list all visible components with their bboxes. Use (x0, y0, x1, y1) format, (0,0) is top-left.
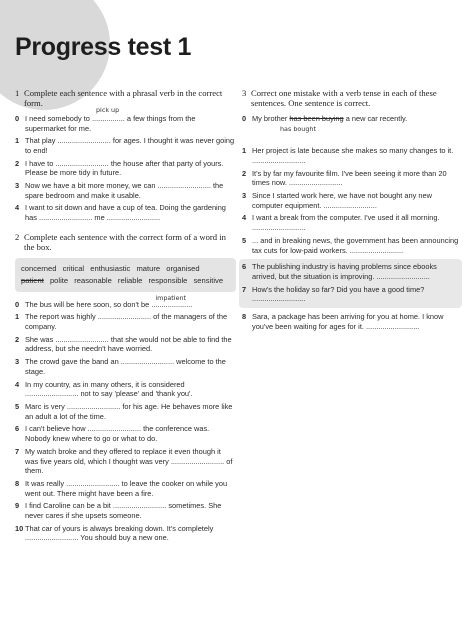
section2-item (15, 501, 236, 520)
item-number: 5 (15, 401, 20, 411)
item-text: The report was highly .......................... of the managers of the company. (25, 312, 228, 332)
example-text-before: The bus will be here soon, so don't be (25, 299, 152, 309)
section3-item (242, 312, 459, 331)
section2-heading (15, 232, 236, 253)
example-blank: ........ pick up (91, 105, 120, 123)
section3-number: 3 (242, 88, 247, 98)
box-word: organised (166, 263, 200, 273)
section1-example-item (15, 105, 236, 133)
box-word: responsible (148, 275, 188, 285)
item-number: 4 (15, 379, 20, 389)
section2-item (15, 312, 236, 331)
example-text-after: a new car recently. (343, 113, 408, 123)
box-word-struck: patient (21, 275, 44, 285)
section3-item (242, 236, 459, 255)
item-text: ... and in breaking news, the government has been announcing tax cuts for low-paid workers. .......................... (252, 235, 459, 255)
item-text: That play .......................... for ages. I thought it was never going to end! (25, 136, 235, 155)
section3-item (242, 146, 459, 165)
item-number: 8 (15, 478, 20, 488)
left-column (15, 88, 236, 546)
item-text: The publishing industry is having problems since ebooks arrived, but the situation is improving. .......................... (252, 262, 437, 281)
item-number: 7 (242, 284, 247, 294)
item-number: 1 (15, 312, 20, 322)
box-word: concerned (21, 263, 57, 273)
section2-instruction: Complete each sentence with the correct form of a word in the box. (24, 231, 226, 253)
example-text-after: ........ a few things from the supermarket for me. (25, 113, 196, 133)
section2-number: 2 (15, 231, 20, 242)
section1-heading (15, 88, 236, 109)
handwritten-answer: pick up (95, 105, 120, 114)
item-number: 10 (15, 523, 24, 533)
section1-item (15, 203, 236, 222)
section2-item (15, 447, 236, 476)
item-number: 3 (242, 191, 247, 201)
box-word: reliable (117, 275, 143, 285)
section3-example-item (242, 114, 459, 134)
section1-item (15, 136, 236, 155)
item-text: I can't believe how .......................... the conference was. Nobody knew where to go or what to do. (25, 424, 210, 444)
item-number: 1 (242, 146, 247, 156)
item-text: In my country, as in many others, it is considered .......................... not to say 'please' and 'thank you'. (25, 379, 193, 399)
section3-item (242, 262, 459, 281)
box-word: reasonable (74, 275, 112, 285)
item-number: 2 (15, 334, 20, 344)
handwritten-correction: has bought (280, 124, 316, 133)
section2-example-item (15, 293, 236, 310)
section2-item (15, 402, 236, 421)
box-word: critical (62, 263, 85, 273)
item-number: 0 (15, 113, 20, 123)
handwritten-answer: impatient (155, 293, 187, 302)
item-text: She was .......................... that she would not be able to find the address, but she needn't have worried. (25, 334, 232, 354)
item-number: 0 (15, 299, 20, 309)
item-text: It's by far my favourite film. I've been seeing it more than 20 times now. .......................... (252, 168, 447, 188)
struck-text: has been buying (289, 113, 344, 123)
box-word: mature (136, 263, 161, 273)
section2-item (15, 380, 236, 399)
example-blank: .......... impatient .......... (151, 293, 193, 309)
item-text: My watch broke and they offered to replace it even though it was five years old, which I thought was very .......................... of them. (25, 446, 233, 476)
box-word: sensitive (193, 275, 224, 285)
section1-item (15, 181, 236, 200)
section3-heading (242, 88, 459, 109)
item-number: 2 (242, 168, 247, 178)
item-number: 9 (15, 501, 20, 511)
section2-item (15, 479, 236, 498)
page-title: Progress test 1 (15, 33, 192, 61)
shaded-band (239, 259, 462, 308)
section1-instruction: Complete each sentence with a phrasal verb in the correct form. (24, 88, 223, 109)
section3-item (242, 285, 459, 304)
section1-item (15, 159, 236, 178)
item-number: 1 (15, 136, 20, 146)
item-text: Her project is late because she makes so many changes to it. .......................... (252, 146, 454, 165)
item-text: I want a break from the computer. I've used it all morning. .......................... (252, 213, 440, 233)
item-text: I have to .......................... the house after that party of yours. Please be more tidy in future. (25, 158, 224, 178)
example-text-before: My brother (252, 113, 290, 123)
item-number: 5 (242, 235, 247, 245)
word-box (15, 258, 236, 292)
item-number: 4 (15, 203, 20, 213)
item-number: 4 (242, 213, 247, 223)
section3-instruction: Correct one mistake with a verb tense in each of these sentences. One sentence is correct. (251, 88, 437, 109)
item-text: Sara, a package has been arriving for you at home. I know you've been waiting for ages for it. .......................... (252, 312, 444, 331)
item-text: That car of yours is always breaking down. It's completely .......................... You should buy a new one. (25, 523, 214, 543)
box-word: enthusiastic (90, 263, 131, 273)
box-word: polite (49, 275, 69, 285)
item-number: 3 (15, 357, 20, 367)
section3-item (242, 191, 459, 210)
item-number: 3 (15, 181, 20, 191)
item-text: I find Caroline can be a bit .......................... sometimes. She never cares if she upsets someone. (25, 501, 222, 521)
section2-item (15, 335, 236, 354)
section3-item (242, 169, 459, 188)
right-column (242, 88, 459, 334)
item-text: Since I started work here, we have not bought any new computer equipment. .......................... (252, 191, 432, 210)
section2-item (15, 357, 236, 376)
item-text: I want to sit down and have a cup of tea. Doing the gardening has .......................... me .......................... (25, 203, 226, 223)
item-number: 6 (242, 262, 247, 272)
section2-item (15, 424, 236, 443)
item-text: How's the holiday so far? Did you have a good time? .......................... (252, 284, 425, 304)
section1-number: 1 (15, 88, 20, 98)
item-text: The crowd gave the band an .......................... welcome to the stage. (25, 357, 226, 376)
item-number: 0 (242, 113, 247, 123)
item-text: Now we have a bit more money, we can .......................... the spare bedroom and make it usable. (25, 181, 224, 200)
example-text-before: I need somebody to (25, 113, 92, 123)
section3-item (242, 213, 459, 232)
item-number: 6 (15, 424, 20, 434)
item-number: 8 (242, 312, 247, 322)
section2-item (15, 524, 236, 543)
item-number: 7 (15, 446, 20, 456)
item-number: 2 (15, 158, 20, 168)
item-text: It was really .......................... to leave the cooker on while you went out. There might have been a fire. (25, 478, 228, 498)
item-text: Marc is very .......................... for his age. He behaves more like an adult a lot of the time. (25, 401, 233, 421)
